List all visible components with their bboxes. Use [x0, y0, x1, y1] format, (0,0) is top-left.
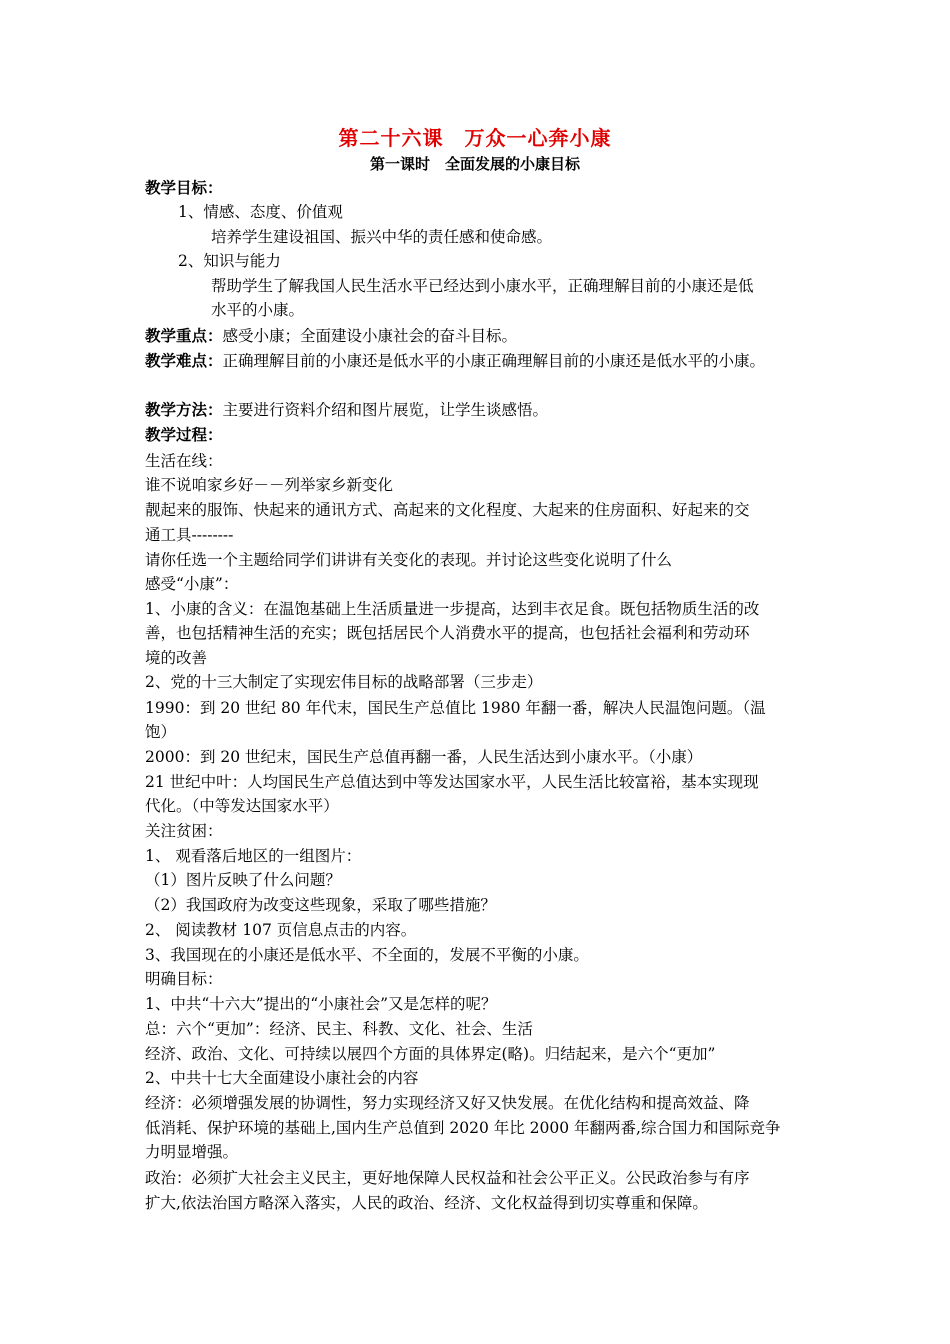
body-line: 经济、政治、文化、可持续以展四个方面的具体界定(略)。归结起来，是六个“更加” [145, 1045, 716, 1063]
body-line: 2、中共十七大全面建设小康社会的内容 [145, 1069, 419, 1087]
goal-1-heading: 1、情感、态度、价值观 [178, 203, 343, 221]
body-line: 靓起来的服饰、快起来的通讯方式、高起来的文化程度、大起来的住房面积、好起来的交 [145, 501, 750, 519]
body-line: 2000：到 20 世纪末，国民生产总值再翻一番，人民生活达到小康水平。（小康） [145, 748, 703, 766]
body-line: 善，也包括精神生活的充实；既包括居民个人消费水平的提高，也包括社会福利和劳动环 [145, 624, 750, 642]
method-label: 教学方法： [145, 400, 223, 419]
body-line: 1、小康的含义：在温饱基础上生活质量进一步提高，达到丰衣足食。既包括物质生活的改 [145, 600, 760, 618]
body-line: 通工具-------- [145, 526, 234, 544]
body-line: 请你任选一个主题给同学们讲讲有关变化的表现。并讨论这些变化说明了什么 [145, 551, 673, 569]
body-line: 1、中共“十六大”提出的“小康社会”又是怎样的呢？ [145, 995, 497, 1013]
body-line: 2、 阅读教材 107 页信息点击的内容。 [145, 921, 417, 939]
body-line: 关注贫困： [145, 822, 223, 840]
body-line: 饱） [145, 723, 177, 741]
goals-heading: 教学目标： [145, 178, 223, 197]
lesson-title: 第二十六课 万众一心奔小康 [338, 126, 612, 150]
body-line: （2）我国政府为改变这些现象，采取了哪些措施？ [145, 896, 496, 914]
body-line: 感受“小康”： [145, 575, 239, 593]
process-heading: 教学过程： [145, 425, 223, 444]
body-line: 明确目标： [145, 970, 223, 988]
body-line: 1、 观看落后地区的一组图片： [145, 847, 362, 865]
body-line: 经济：必须增强发展的协调性，努力实现经济又好又快发展。在优化结构和提高效益、降 [145, 1094, 750, 1112]
goal-2-text-line1: 帮助学生了解我国人民生活水平已经达到小康水平，正确理解目前的小康还是低 [211, 277, 754, 295]
difficulty-text: 正确理解目前的小康还是低水平的小康正确理解目前的小康还是低水平的小康。 [222, 352, 766, 370]
body-line: 1990：到 20 世纪 80 年代末，国民生产总值比 1980 年翻一番，解决人民温饱问题。（温 [145, 699, 766, 717]
key-point-label: 教学重点： [145, 326, 223, 345]
body-line: 低消耗、保护环境的基础上,国内生产总值到 2020 年比 2000 年翻两番,综合国力和国际竞争 [145, 1119, 781, 1137]
difficulty-point [145, 350, 765, 372]
key-point-text: 感受小康；全面建设小康社会的奋斗目标。 [222, 327, 518, 345]
body-line: （1）图片反映了什么问题？ [145, 871, 341, 889]
body-line: 境的改善 [145, 649, 208, 667]
goal-2-heading: 2、知识与能力 [178, 252, 281, 270]
method [145, 399, 548, 421]
method-text: 主要进行资料介绍和图片展览，让学生谈感悟。 [222, 401, 549, 419]
difficulty-label: 教学难点： [145, 351, 223, 370]
body-line: 政治：必须扩大社会主义民主，更好地保障人民权益和社会公平正义。公民政治参与有序 [145, 1169, 750, 1187]
body-line: 21 世纪中叶：人均国民生产总值达到中等发达国家水平，人民生活比较富裕，基本实现现 [145, 773, 759, 791]
goal-1-text: 培养学生建设祖国、振兴中华的责任感和使命感。 [211, 228, 553, 246]
body-line: 力明显增强。 [145, 1143, 239, 1161]
body-line: 总：六个“更加”：经济、民主、科教、文化、社会、生活 [145, 1020, 533, 1038]
key-point [145, 325, 517, 347]
body-line: 生活在线： [145, 452, 223, 470]
body-line: 扩大,依法治国方略深入落实，人民的政治、经济、文化权益得到切实尊重和保障。 [145, 1194, 708, 1212]
lesson-subtitle: 第一课时 全面发展的小康目标 [369, 155, 580, 173]
body-line: 3、我国现在的小康还是低水平、不全面的，发展不平衡的小康。 [145, 946, 589, 964]
goal-2-text-line2: 水平的小康。 [211, 301, 305, 319]
body-line: 2、党的十三大制定了实现宏伟目标的战略部署（三步走） [145, 673, 543, 691]
body-line: 代化。（中等发达国家水平） [145, 797, 339, 815]
body-line: 谁不说咱家乡好－－列举家乡新变化 [145, 476, 394, 494]
